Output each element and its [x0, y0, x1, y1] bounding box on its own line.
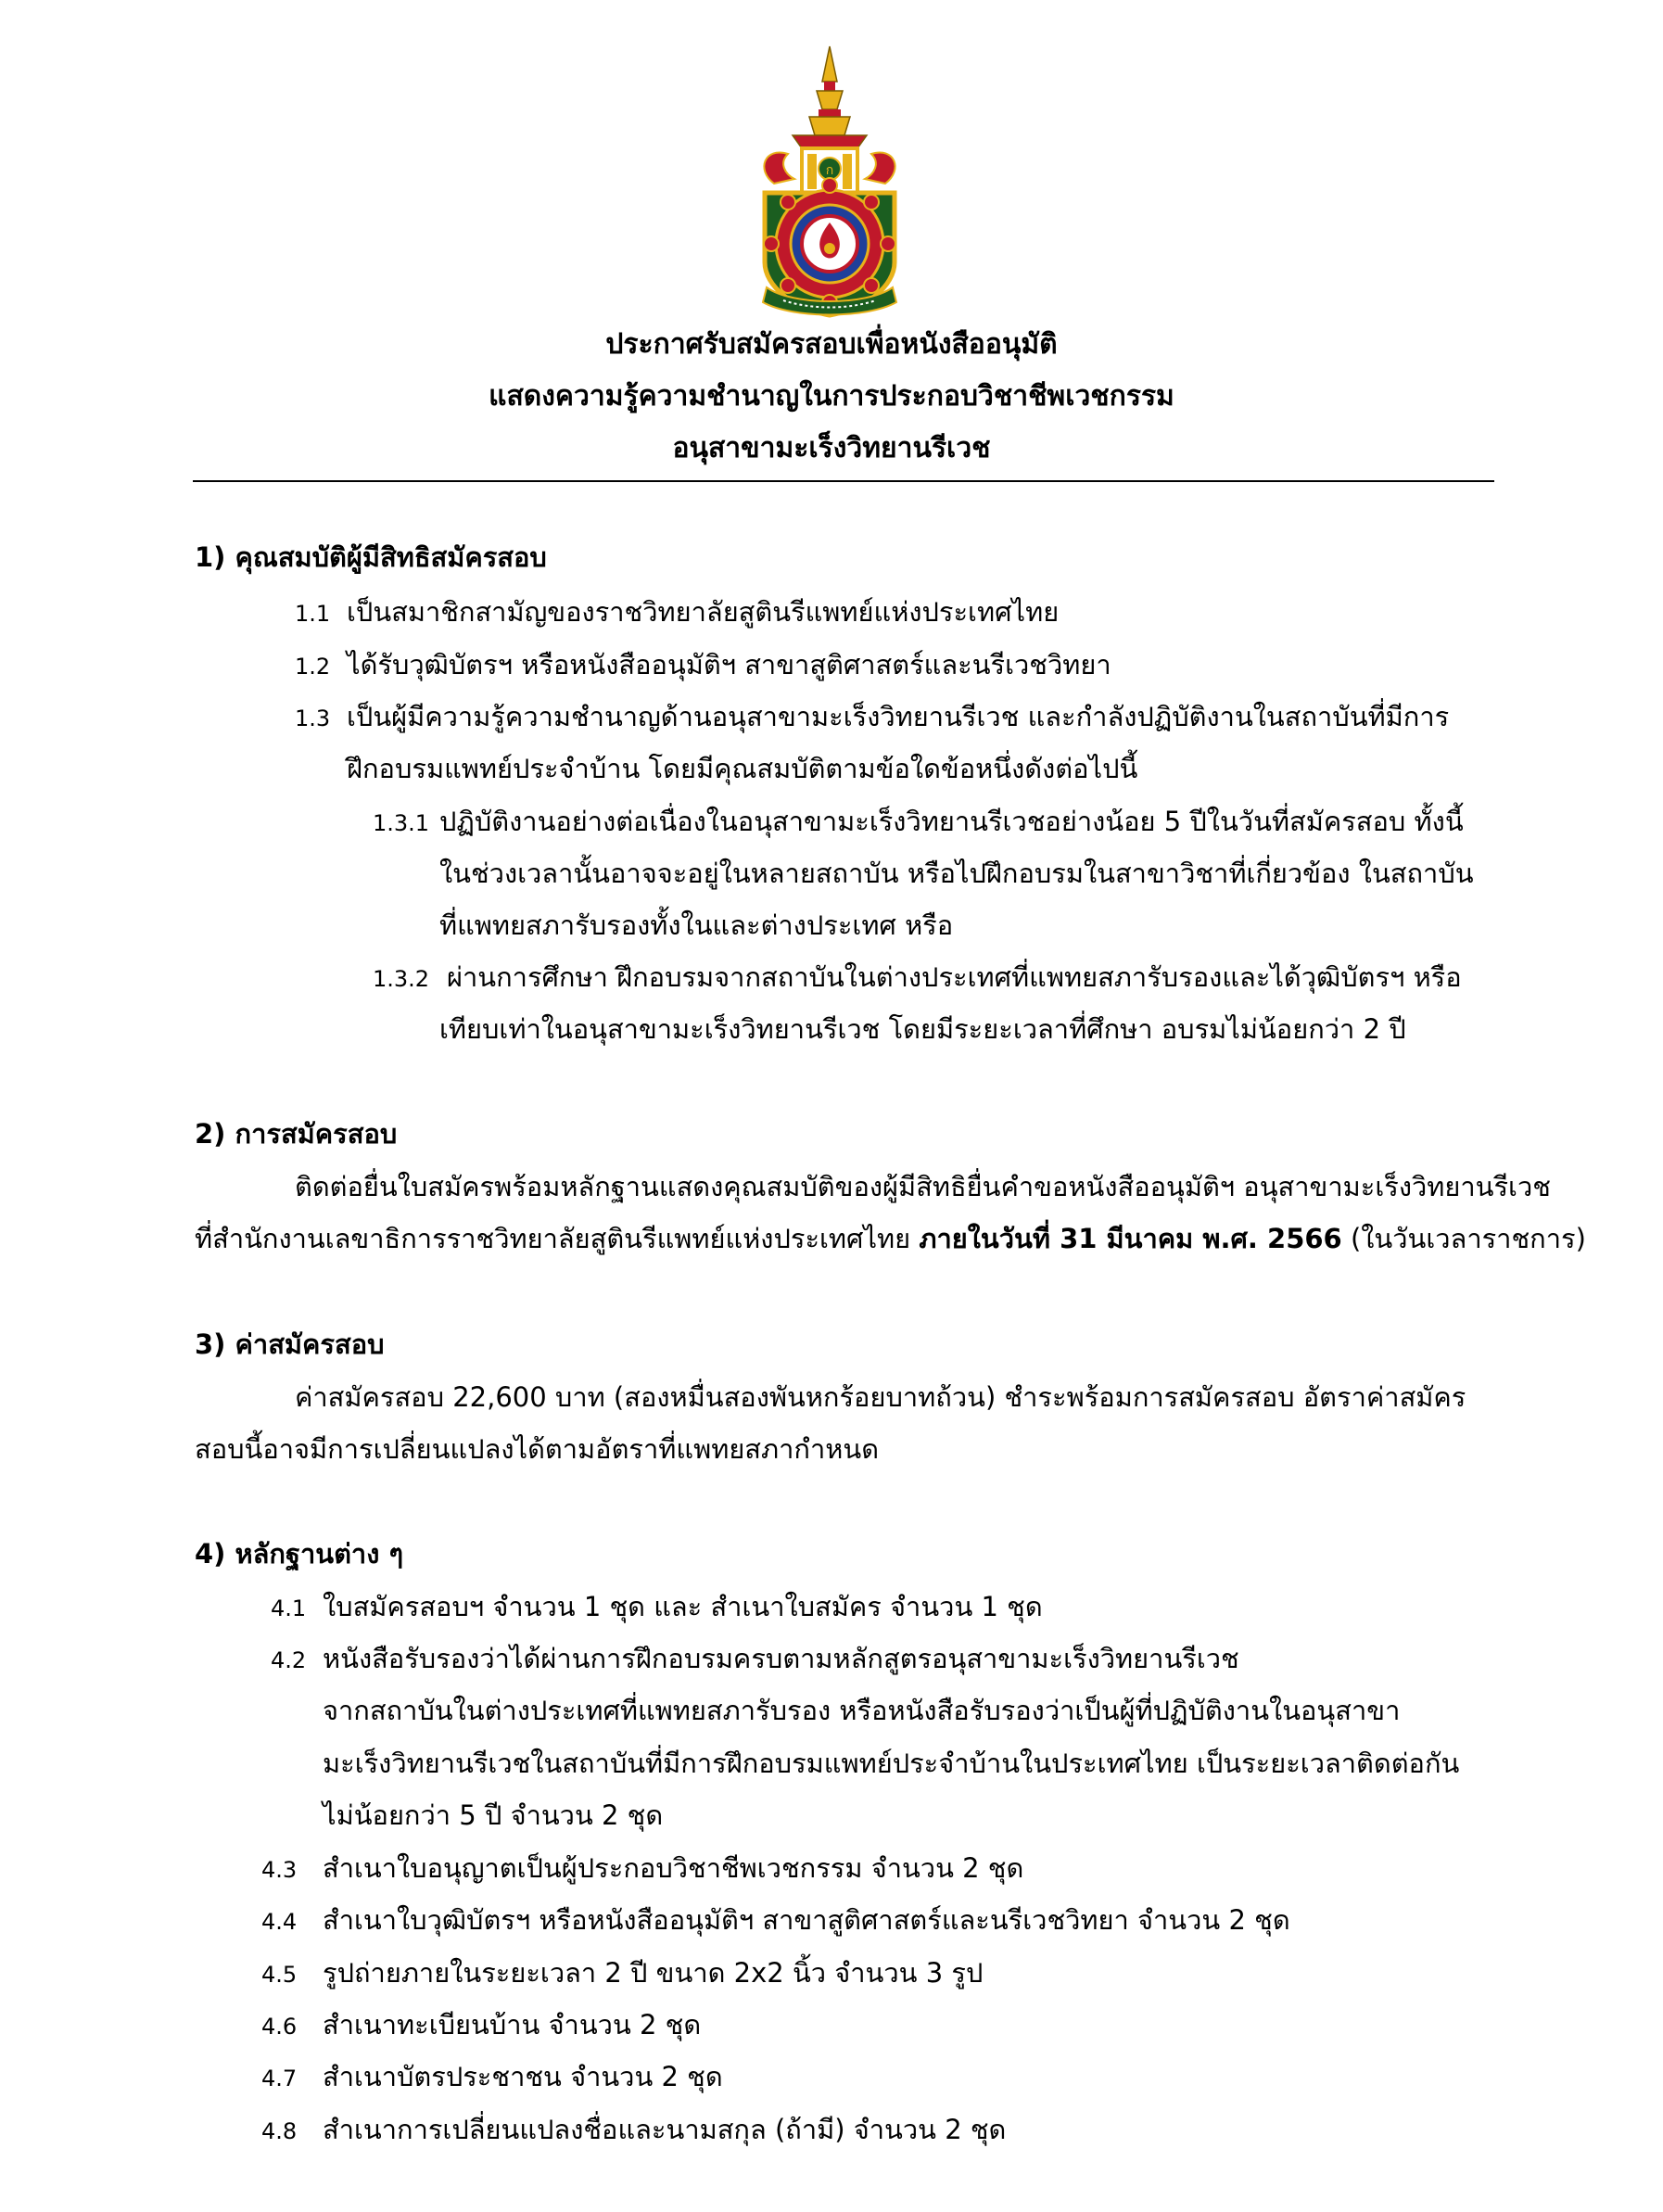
item-4-3-number: 4.3: [261, 1857, 298, 1883]
item-4-1-number: 4.1: [271, 1595, 307, 1621]
item-4-7-number: 4.7: [261, 2066, 298, 2091]
item-4-2-text-line-4: ไม่น้อยกว่า 5 ปี จำนวน 2 ชุด: [323, 1799, 664, 1831]
item-4-5: [261, 1954, 983, 1993]
item-1-1: [295, 593, 1059, 632]
item-4-4-text: สำเนาใบวุฒิบัตรฯ หรือหนังสืออนุมัติฯ สาขาสูติศาสตร์และนรีเวชวิทยา จำนวน 2 ชุด: [323, 1904, 1290, 1936]
item-1-3-1: [373, 803, 1464, 842]
title-divider: [193, 480, 1494, 482]
section-2-heading: 2) การสมัครสอบ: [195, 1118, 398, 1150]
item-4-4: [261, 1901, 1290, 1940]
item-1-2: [295, 646, 1111, 685]
section-2-paragraph-line-2: [195, 1220, 1586, 1257]
item-1-2-number: 1.2: [295, 654, 331, 680]
title-line-2: แสดงความรู้ความชำนาญในการประกอบวิชาชีพเวชกรรม: [489, 380, 1174, 413]
item-4-6-number: 4.6: [261, 2014, 298, 2040]
item-1-3-text-line-2: ฝึกอบรมแพทย์ประจำบ้าน โดยมีคุณสมบัติตามข้อใดข้อหนึ่งดังต่อไปนี้: [347, 753, 1138, 784]
item-1-3-1-text-line-1: ปฏิบัติงานอย่างต่อเนื่องในอนุสาขามะเร็งวิทยานรีเวชอย่างน้อย 5 ปีในวันที่สมัครสอบ ทั้งนี้: [439, 806, 1464, 837]
section-2-office-text: ที่สำนักงานเลขาธิการราชวิทยาลัยสูตินรีแพทย์แห่งประเทศไทย: [195, 1223, 920, 1254]
item-1-3-1-text-line-2: ในช่วงเวลานั้นอาจจะอยู่ในหลายสถาบัน หรือไปฝึกอบรมในสาขาวิชาที่เกี่ยวข้อง ในสถาบัน: [439, 858, 1474, 889]
item-1-1-text: เป็นสมาชิกสามัญของราชวิทยาลัยสูตินรีแพทย์แห่งประเทศไทย: [347, 596, 1060, 628]
item-4-7: [261, 2058, 723, 2097]
item-1-3-number: 1.3: [295, 706, 331, 731]
item-4-6-text: สำเนาทะเบียนบ้าน จำนวน 2 ชุด: [323, 2009, 702, 2040]
section-2-paragraph-line-1: ติดต่อยื่นใบสมัครพร้อมหลักฐานแสดงคุณสมบัติของผู้มีสิทธิยื่นคำขอหนังสืออนุมัติฯ อนุสาขามะเร็งวิทยานรีเวช: [295, 1171, 1551, 1202]
item-1-2-text: ได้รับวุฒิบัตรฯ หรือหนังสืออนุมัติฯ สาขาสูติศาสตร์และนรีเวชวิทยา: [347, 649, 1111, 680]
title-line-1: ประกาศรับสมัครสอบเพื่อหนังสืออนุมัติ: [605, 328, 1058, 361]
item-1-3-1-text-line-3: ที่แพทยสภารับรองทั้งในและต่างประเทศ หรือ: [439, 909, 954, 941]
college-seal-logo: [737, 44, 922, 318]
item-4-8-number: 4.8: [261, 2118, 298, 2144]
item-1-3-text-line-1: เป็นผู้มีความรู้ความชำนาญด้านอนุสาขามะเร็งวิทยานรีเวช และกำลังปฏิบัติงานในสถาบันที่มีการ: [347, 701, 1450, 732]
item-1-3-2-number: 1.3.2: [373, 966, 430, 992]
item-1-3-2-text-line-1: ผ่านการศึกษา ฝึกอบรมจากสถาบันในต่างประเทศที่แพทยสภารับรองและได้วุฒิบัตรฯ หรือ: [447, 961, 1462, 993]
item-4-2-text-line-1: หนังสือรับรองว่าได้ผ่านการฝึกอบรมครบตามหลักสูตรอนุสาขามะเร็งวิทยานรีเวช: [323, 1643, 1239, 1674]
section-1-heading: 1) คุณสมบัติผู้มีสิทธิสมัครสอบ: [195, 541, 547, 573]
item-4-8: [261, 2111, 1006, 2150]
section-3-paragraph-line-1: ค่าสมัครสอบ 22,600 บาท (สองหมื่นสองพันหกร้อยบาทถ้วน) ชำระพร้อมการสมัครสอบ อัตราค่าสมัคร: [295, 1381, 1466, 1413]
announcement-title: [0, 319, 1663, 475]
item-1-1-number: 1.1: [295, 601, 331, 627]
section-2-office-hours: (ในวันเวลาราชการ): [1341, 1223, 1586, 1254]
item-4-8-text: สำเนาการเปลี่ยนแปลงชื่อและนามสกุล (ถ้ามี) จำนวน 2 ชุด: [323, 2114, 1007, 2145]
item-4-2: [271, 1640, 1239, 1679]
item-4-7-text: สำเนาบัตรประชาชน จำนวน 2 ชุด: [323, 2061, 723, 2092]
item-4-4-number: 4.4: [261, 1909, 298, 1935]
title-line-3: อนุสาขามะเร็งวิทยานรีเวช: [672, 432, 991, 464]
item-4-1-text: ใบสมัครสอบฯ จำนวน 1 ชุด และ สำเนาใบสมัคร จำนวน 1 ชุด: [323, 1591, 1043, 1622]
svg-text:ก: ก: [825, 163, 834, 178]
section-3-paragraph-line-2: สอบนี้อาจมีการเปลี่ยนแปลงได้ตามอัตราที่แพทยสภากำหนด: [195, 1433, 880, 1465]
item-4-3-text: สำเนาใบอนุญาตเป็นผู้ประกอบวิชาชีพเวชกรรม จำนวน 2 ชุด: [323, 1852, 1024, 1884]
item-1-3-1-number: 1.3.1: [373, 810, 430, 836]
item-1-3-2-text-line-2: เทียบเท่าในอนุสาขามะเร็งวิทยานรีเวช โดยมีระยะเวลาที่ศึกษา อบรมไม่น้อยกว่า 2 ปี: [439, 1013, 1406, 1045]
section-4-heading: 4) หลักฐานต่าง ๆ: [195, 1538, 404, 1570]
item-4-2-text-line-3: มะเร็งวิทยานรีเวชในสถาบันที่มีการฝึกอบรมแพทย์ประจำบ้านในประเทศไทย เป็นระยะเวลาติดต่อกัน: [323, 1748, 1460, 1779]
item-4-2-text-line-2: จากสถาบันในต่างประเทศที่แพทยสภารับรอง หรือหนังสือรับรองว่าเป็นผู้ที่ปฏิบัติงานในอนุสาขา: [323, 1695, 1401, 1726]
item-1-3: [295, 698, 1449, 737]
item-4-5-number: 4.5: [261, 1962, 298, 1988]
section-3-heading: 3) ค่าสมัครสอบ: [195, 1328, 385, 1360]
section-2-deadline: ภายในวันที่ 31 มีนาคม พ.ศ. 2566: [919, 1223, 1342, 1254]
item-1-3-2: [373, 959, 1462, 998]
item-4-3: [261, 1850, 1023, 1888]
item-4-2-number: 4.2: [271, 1647, 307, 1673]
item-4-1: [271, 1588, 1043, 1627]
item-4-6: [261, 2006, 701, 2045]
item-4-5-text: รูปถ่ายภายในระยะเวลา 2 ปี ขนาด 2x2 นิ้ว จำนวน 3 รูป: [323, 1957, 984, 1989]
